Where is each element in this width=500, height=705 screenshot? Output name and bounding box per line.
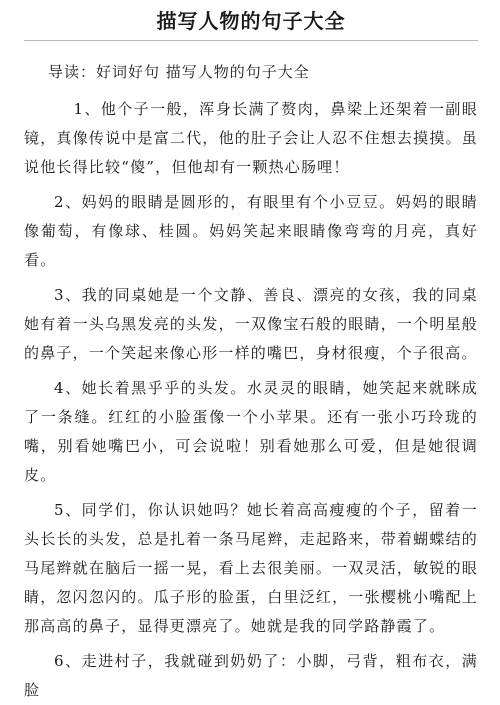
paragraph-4: 4、她长着黑乎乎的头发。水灵灵的眼睛，她笑起来就眯成了一条缝。红红的小脸蛋像一个小苹果。还有一张小巧玲珑的嘴，别看她嘴巴小，可会说啦！别看她那么可爱，但是她很调皮。 <box>24 379 478 484</box>
paragraph-1: 1、他个子一般，浑身长满了赘肉，鼻梁上还架着一副眼镜，真像传说中是富二代，他的肚子会让人忍不住想去摸摸。虽说他长得比较“傻”，但他却有一颗热心肠哩！ <box>24 100 478 176</box>
paragraph-5: 5、同学们，你认识她吗？她长着高高瘦瘦的个子，留着一头长长的头发，总是扎着一条马尾辫，走起路来，带着蝴蝶结的马尾辫就在脑后一摇一晃，看上去很美丽。一双灵活，敏锐的眼睛，忽闪忽闪的。瓜子形的脸蛋，白里泛红，一张樱桃小嘴配上那高高的鼻子，显得更漂亮了。她就是我的同学路静霞了。 <box>24 501 478 635</box>
document-intro: 导读：好词好句 描写人物的句子大全 <box>48 63 310 81</box>
paragraph-6: 6、走进村子，我就碰到奶奶了：小脚，弓背，粗布衣，满脸 <box>24 652 478 699</box>
title-divider <box>24 40 478 41</box>
paragraph-3: 3、我的同桌她是一个文静、善良、漂亮的女孩，我的同桌她有着一头乌黑发亮的头发，一双像宝石般的眼睛，一个明星般的鼻子，一个笑起来像心形一样的嘴巴，身材很瘦，个子很高。 <box>24 286 478 362</box>
paragraph-2: 2、妈妈的眼睛是圆形的，有眼里有个小豆豆。妈妈的眼睛像葡萄，有像球、桂圆。妈妈笑起来眼睛像弯弯的月亮，真好看。 <box>24 193 478 269</box>
document-title: 描写人物的句子大全 <box>156 9 346 33</box>
